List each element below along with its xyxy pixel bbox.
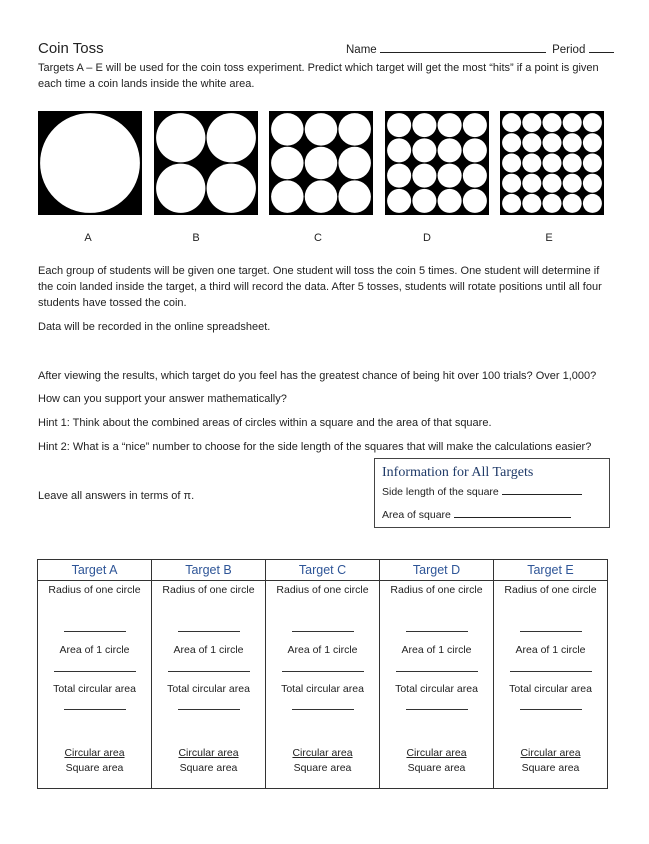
ratio-numerator: Circular area bbox=[64, 747, 125, 759]
target-label-c: C bbox=[314, 232, 322, 244]
target-label-b: B bbox=[192, 232, 200, 244]
target-circle bbox=[387, 138, 411, 162]
target-circle bbox=[305, 180, 337, 212]
question-2: How can you support your answer mathematically? bbox=[38, 393, 287, 405]
radius-label: Radius of one circle bbox=[390, 584, 483, 596]
target-circle bbox=[522, 174, 541, 193]
calculation-table bbox=[37, 559, 608, 789]
total-area-answer[interactable] bbox=[266, 701, 379, 713]
target-circle bbox=[522, 154, 541, 173]
ratio-numerator: Circular area bbox=[406, 747, 467, 759]
target-circle bbox=[387, 189, 411, 213]
area-circle-label: Area of 1 circle bbox=[287, 644, 358, 656]
target-circle bbox=[563, 133, 582, 152]
radius-label: Radius of one circle bbox=[504, 584, 597, 596]
ratio-denominator: Square area bbox=[179, 762, 238, 774]
area-square-blank[interactable] bbox=[454, 508, 571, 518]
cell-target-e bbox=[494, 581, 608, 789]
area-circle-label: Area of 1 circle bbox=[59, 644, 130, 656]
side-length-row bbox=[382, 485, 582, 498]
area-square-label: Area of square bbox=[382, 509, 451, 521]
target-c bbox=[269, 111, 373, 215]
target-circle bbox=[438, 113, 462, 137]
target-circle bbox=[522, 194, 541, 213]
target-circle bbox=[438, 164, 462, 188]
target-d bbox=[385, 111, 489, 215]
target-circle bbox=[438, 138, 462, 162]
area-circle-answer[interactable] bbox=[266, 663, 379, 675]
name-period-fields bbox=[346, 43, 614, 56]
target-circle bbox=[502, 194, 521, 213]
target-circle bbox=[412, 164, 436, 188]
target-circle bbox=[40, 113, 140, 213]
total-area-label: Total circular area bbox=[53, 683, 136, 695]
target-label-e: E bbox=[545, 232, 553, 244]
radius-answer[interactable] bbox=[494, 623, 607, 635]
total-area-answer[interactable] bbox=[380, 701, 493, 713]
side-length-blank[interactable] bbox=[502, 485, 582, 495]
radius-answer[interactable] bbox=[38, 623, 151, 635]
target-circle bbox=[502, 113, 521, 132]
target-circle bbox=[271, 147, 303, 179]
page-title: Coin Toss bbox=[38, 40, 104, 57]
target-circle bbox=[156, 113, 205, 162]
target-circle bbox=[563, 113, 582, 132]
total-area-label: Total circular area bbox=[509, 683, 592, 695]
total-area-answer[interactable] bbox=[38, 701, 151, 713]
target-label-a: A bbox=[84, 232, 92, 244]
target-circle bbox=[502, 133, 521, 152]
total-area-label: Total circular area bbox=[281, 683, 364, 695]
target-circle bbox=[305, 147, 337, 179]
header-target-d: Target D bbox=[380, 560, 494, 581]
ratio-numerator: Circular area bbox=[520, 747, 581, 759]
area-circle-label: Area of 1 circle bbox=[173, 644, 244, 656]
total-area-answer[interactable] bbox=[494, 701, 607, 713]
target-circle bbox=[583, 133, 602, 152]
ratio-numerator: Circular area bbox=[292, 747, 353, 759]
area-circle-label: Area of 1 circle bbox=[401, 644, 472, 656]
target-label-d: D bbox=[423, 232, 431, 244]
area-circle-answer[interactable] bbox=[380, 663, 493, 675]
ratio-denominator: Square area bbox=[521, 762, 580, 774]
target-circle bbox=[271, 180, 303, 212]
period-label: Period bbox=[552, 44, 586, 56]
target-circle bbox=[543, 194, 562, 213]
target-circle bbox=[502, 154, 521, 173]
target-circle bbox=[543, 154, 562, 173]
period-blank[interactable] bbox=[589, 43, 614, 53]
header-target-c: Target C bbox=[266, 560, 380, 581]
data-note: Data will be recorded in the online spreadsheet. bbox=[38, 321, 271, 333]
hint-1: Hint 1: Think about the combined areas of circles within a square and the area of that square. bbox=[38, 417, 492, 429]
side-length-label: Side length of the square bbox=[382, 486, 499, 498]
ratio-denominator: Square area bbox=[407, 762, 466, 774]
target-a bbox=[38, 111, 142, 215]
total-area-answer[interactable] bbox=[152, 701, 265, 713]
target-circle bbox=[438, 189, 462, 213]
total-area-label: Total circular area bbox=[167, 683, 250, 695]
info-box bbox=[374, 458, 610, 528]
header-target-b: Target B bbox=[152, 560, 266, 581]
target-circle bbox=[463, 113, 487, 137]
table-header-row bbox=[38, 560, 608, 581]
target-b bbox=[154, 111, 258, 215]
target-circle bbox=[387, 164, 411, 188]
name-label: Name bbox=[346, 44, 377, 56]
target-circle bbox=[543, 113, 562, 132]
cell-target-c bbox=[266, 581, 380, 789]
ratio-denominator: Square area bbox=[293, 762, 352, 774]
ratio-numerator: Circular area bbox=[178, 747, 239, 759]
target-circle bbox=[563, 174, 582, 193]
target-circle bbox=[583, 154, 602, 173]
target-circle bbox=[387, 113, 411, 137]
cell-target-b bbox=[152, 581, 266, 789]
area-circle-answer[interactable] bbox=[494, 663, 607, 675]
target-circle bbox=[207, 113, 256, 162]
hint-2: Hint 2: What is a “nice” number to choose for the side length of the squares that will make the calculations easier? bbox=[38, 441, 592, 453]
pi-note: Leave all answers in terms of π. bbox=[38, 490, 195, 502]
target-circle bbox=[412, 189, 436, 213]
question-1: After viewing the results, which target do you feel has the greatest chance of being hit over 100 trials? Over 1,000? bbox=[38, 370, 597, 382]
target-circle bbox=[207, 164, 256, 213]
procedure-text: Each group of students will be given one target. One student will toss the coin 5 times. One student will determine if the coin landed inside the target, a third will record the data. After 5 tosses, students will rotate positions until all four students have tossed the coin. bbox=[38, 265, 602, 309]
target-circle bbox=[463, 189, 487, 213]
target-circle bbox=[583, 113, 602, 132]
target-circle bbox=[543, 133, 562, 152]
target-circle bbox=[563, 194, 582, 213]
target-circle bbox=[522, 113, 541, 132]
target-e bbox=[500, 111, 604, 215]
area-circle-answer[interactable] bbox=[38, 663, 151, 675]
radius-answer[interactable] bbox=[152, 623, 265, 635]
target-circle bbox=[502, 174, 521, 193]
targets-row bbox=[38, 111, 608, 216]
target-circle bbox=[305, 113, 337, 145]
cell-target-a bbox=[38, 581, 152, 789]
intro-text: Targets A – E will be used for the coin toss experiment. Predict which target will get the most “hits” if a point is given each time a coin lands inside the white area. bbox=[38, 62, 599, 90]
area-circle-label: Area of 1 circle bbox=[515, 644, 586, 656]
table-body-row bbox=[38, 581, 608, 789]
target-circle bbox=[463, 138, 487, 162]
target-circle bbox=[156, 164, 205, 213]
target-circle bbox=[338, 113, 370, 145]
header-target-e: Target E bbox=[494, 560, 608, 581]
info-box-title: Information for All Targets bbox=[382, 465, 534, 480]
area-square-row bbox=[382, 508, 571, 521]
header-target-a: Target A bbox=[38, 560, 152, 581]
name-blank[interactable] bbox=[380, 43, 546, 53]
radius-answer[interactable] bbox=[380, 623, 493, 635]
target-circle bbox=[338, 180, 370, 212]
target-circle bbox=[412, 138, 436, 162]
radius-label: Radius of one circle bbox=[48, 584, 141, 596]
target-circle bbox=[583, 194, 602, 213]
target-circle bbox=[563, 154, 582, 173]
area-circle-answer[interactable] bbox=[152, 663, 265, 675]
total-area-label: Total circular area bbox=[395, 683, 478, 695]
cell-target-d bbox=[380, 581, 494, 789]
radius-label: Radius of one circle bbox=[276, 584, 369, 596]
target-circle bbox=[338, 147, 370, 179]
target-circle bbox=[522, 133, 541, 152]
target-circle bbox=[271, 113, 303, 145]
target-circle bbox=[463, 164, 487, 188]
target-circle bbox=[543, 174, 562, 193]
radius-label: Radius of one circle bbox=[162, 584, 255, 596]
target-circle bbox=[412, 113, 436, 137]
radius-answer[interactable] bbox=[266, 623, 379, 635]
target-circle bbox=[583, 174, 602, 193]
ratio-denominator: Square area bbox=[65, 762, 124, 774]
